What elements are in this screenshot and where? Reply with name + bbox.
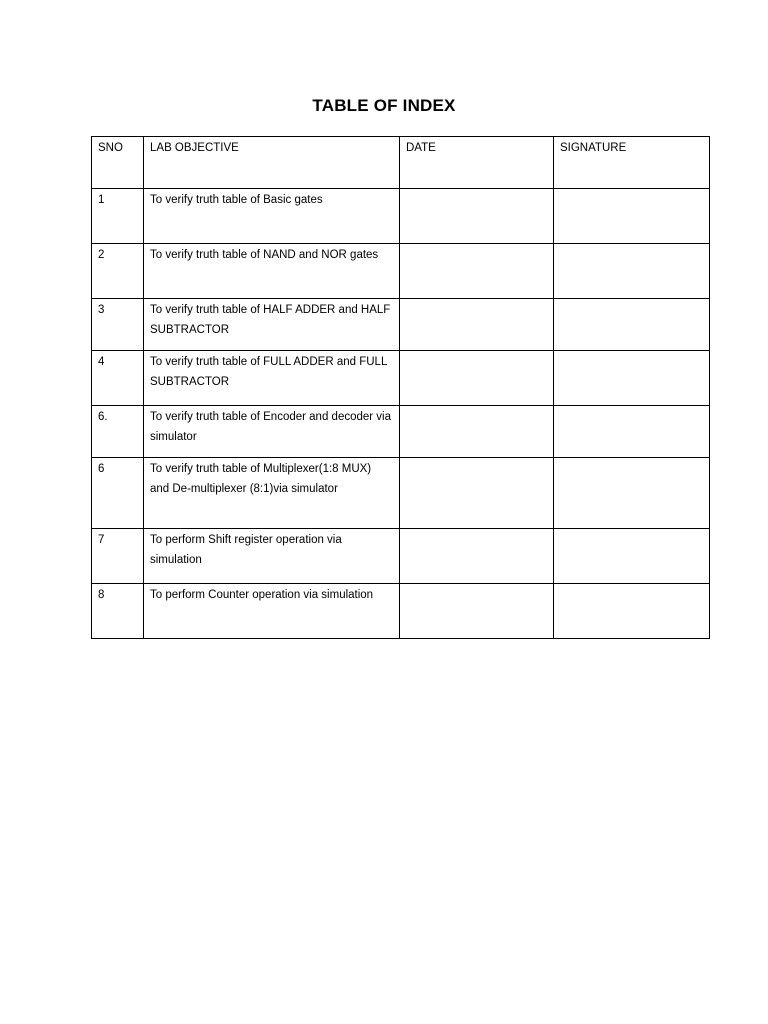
row-signature: [554, 458, 710, 529]
row-signature: [554, 244, 710, 299]
table-row: [92, 458, 710, 529]
header-date: DATE: [400, 137, 554, 189]
table-row: [92, 299, 710, 351]
page-title: TABLE OF INDEX: [312, 96, 456, 115]
row-objective: To verify truth table of Encoder and decoder via simulator: [144, 406, 400, 458]
row-date: [400, 351, 554, 406]
row-sno: 6: [92, 458, 144, 529]
row-sno: 2: [92, 244, 144, 299]
row-date: [400, 529, 554, 584]
row-sno: 4: [92, 351, 144, 406]
table-row: [92, 584, 710, 639]
table-row: [92, 244, 710, 299]
row-signature: [554, 299, 710, 351]
row-date: [400, 458, 554, 529]
row-objective: To verify truth table of FULL ADDER and FULL SUBTRACTOR: [144, 351, 400, 406]
row-signature: [554, 189, 710, 244]
row-date: [400, 584, 554, 639]
table-row: [92, 406, 710, 458]
row-date: [400, 189, 554, 244]
table-row: [92, 351, 710, 406]
row-sno: 3: [92, 299, 144, 351]
row-objective: To perform Shift register operation via simulation: [144, 529, 400, 584]
row-sno: 7: [92, 529, 144, 584]
row-objective: To verify truth table of HALF ADDER and HALF SUBTRACTOR: [144, 299, 400, 351]
row-sno: 6.: [92, 406, 144, 458]
row-sno: 1: [92, 189, 144, 244]
row-signature: [554, 351, 710, 406]
header-signature: SIGNATURE: [554, 137, 710, 189]
header-lab-objective: LAB OBJECTIVE: [144, 137, 400, 189]
row-objective: To verify truth table of NAND and NOR gates: [144, 244, 400, 299]
row-objective: To verify truth table of Multiplexer(1:8 MUX) and De-multiplexer (8:1)via simulator: [144, 458, 400, 529]
row-signature: [554, 584, 710, 639]
table-header-row: [92, 137, 710, 189]
row-date: [400, 244, 554, 299]
row-objective: To perform Counter operation via simulation: [144, 584, 400, 639]
row-signature: [554, 406, 710, 458]
row-signature: [554, 529, 710, 584]
table-row: [92, 189, 710, 244]
table-row: [92, 529, 710, 584]
row-sno: 8: [92, 584, 144, 639]
index-table: [91, 136, 710, 639]
row-objective: To verify truth table of Basic gates: [144, 189, 400, 244]
row-date: [400, 406, 554, 458]
header-sno: SNO: [92, 137, 144, 189]
row-date: [400, 299, 554, 351]
